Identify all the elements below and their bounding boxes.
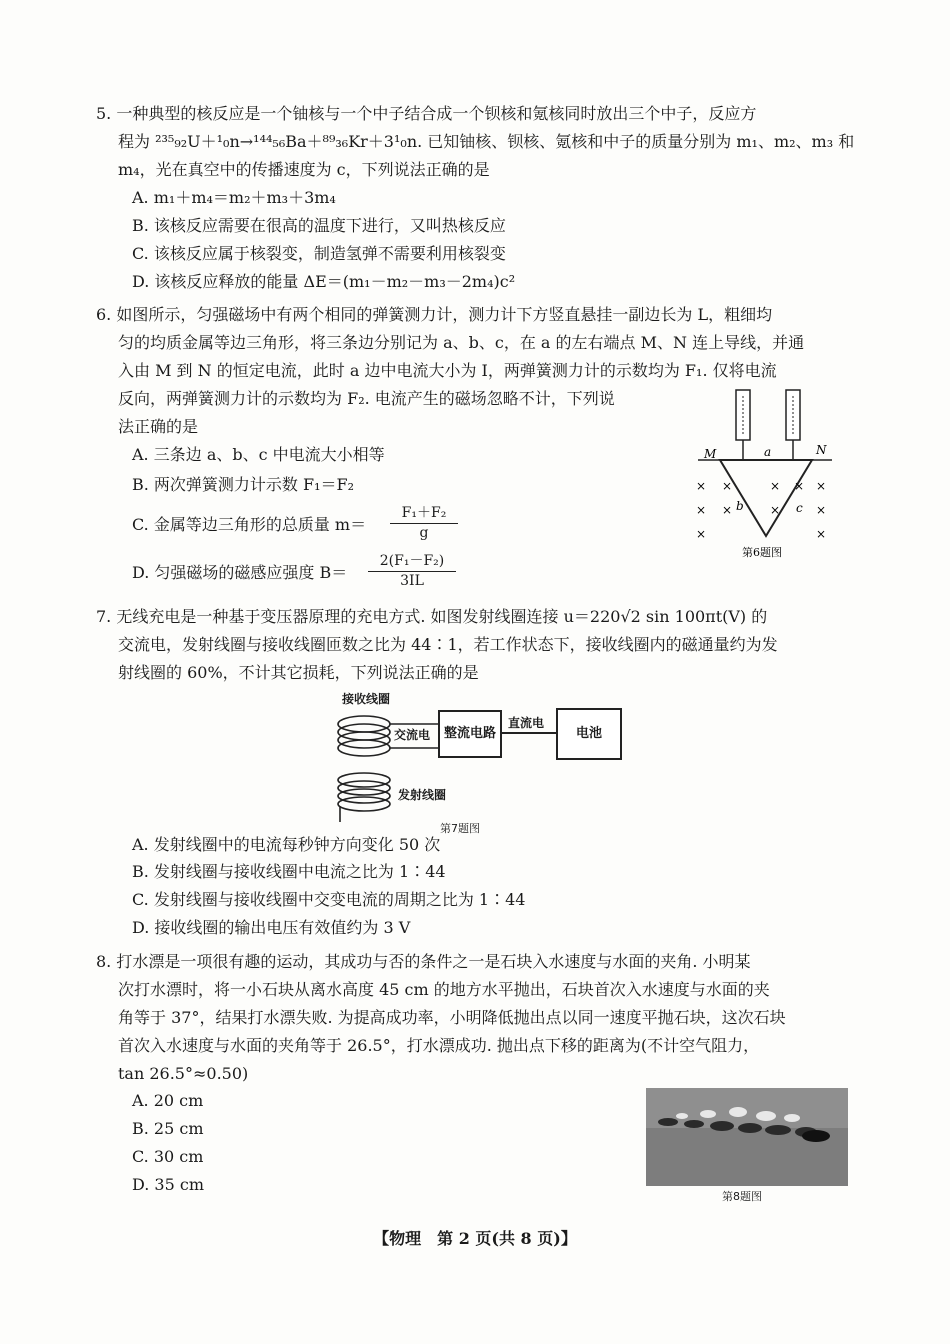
- q7-stem-line1: 7. 无线充电是一种基于变压器原理的充电方式. 如图发射线圈连接 u＝220√2 sin 100πt(V) 的: [96, 607, 768, 626]
- receiver-coil-label: 接收线圈: [342, 692, 391, 706]
- q8-option-a: A. 20 cm: [132, 1091, 204, 1110]
- q7-stem-line2: 交流电，发射线圈与接收线圈匝数之比为 44∶1，若工作状态下，接收线圈内的磁通量约为发: [118, 635, 778, 654]
- q6-option-d-numerator: 2(F₁－F₂): [379, 553, 445, 569]
- q7-option-d: D. 接收线圈的输出电压有效值约为 3 V: [132, 918, 411, 937]
- cross: ×: [722, 479, 733, 493]
- q8-stem-line4: 首次入水速度与水面的夹角等于 26.5°，打水漂成功. 抛出点下移的距离为(不计空气阻力，: [118, 1036, 760, 1055]
- dc-label: 直流电: [508, 716, 545, 730]
- ac-label: 交流电: [394, 728, 431, 742]
- stone: [802, 1130, 830, 1142]
- q6-stem-line2: 匀的均质金属等边三角形，将三条边分别记为 a、b、c，在 a 的左右端点 M、N 连上导线，并通: [118, 333, 805, 352]
- q6-option-c-fraction: [384, 502, 464, 541]
- q8-stem-line3: 角等于 37°，结果打水漂失败. 为提高成功率，小明降低抛出点以同一速度平抛石块，这次石块: [118, 1008, 786, 1027]
- label-m: M: [704, 447, 717, 461]
- cross: ×: [722, 503, 733, 517]
- triangle-frame: [720, 460, 812, 536]
- page-footer: 【物理 第 2 页(共 8 页)】: [373, 1229, 577, 1248]
- label-c: c: [796, 501, 803, 515]
- q6-option-c: C. 金属等边三角形的总质量 m＝: [132, 515, 367, 534]
- q8-stem-line1: 8. 打水漂是一项很有趣的运动，其成功与否的条件之一是石块入水速度与水面的夹角. 小明某: [96, 952, 751, 971]
- cross: ×: [816, 503, 827, 517]
- q8-photo: [646, 1088, 848, 1186]
- cross: ×: [816, 527, 827, 541]
- q6-option-c-denominator: g: [419, 525, 429, 541]
- q6-option-d-denominator: 3IL: [400, 573, 424, 589]
- q5-stem-line3: m₄，光在真空中的传播速度为 c，下列说法正确的是: [118, 160, 490, 179]
- magnetic-field-crosses: [696, 479, 826, 541]
- coils-drawing: [328, 706, 448, 826]
- q7-option-c: C. 发射线圈与接收线圈中交变电流的周期之比为 1∶44: [132, 890, 526, 909]
- q5-option-c: C. 该核反应属于核裂变，制造氢弹不需要利用核裂变: [132, 244, 506, 263]
- q7-option-b: B. 发射线圈与接收线圈中电流之比为 1∶44: [132, 862, 446, 881]
- q5-option-b: B. 该核反应需要在很高的温度下进行，又叫热核反应: [132, 216, 506, 235]
- q8-stem-line2: 次打水漂时，将一小石块从离水高度 45 cm 的地方水平抛出，石块首次入水速度与水面的夹: [118, 980, 770, 999]
- q5-stem-line2: 程为 ²³⁵₉₂U＋¹₀n→¹⁴⁴₅₆Ba＋⁸⁹₃₆Kr＋3¹₀n. 已知铀核、钡核、氪核和中子的质量分别为 m₁、m₂、m₃ 和: [118, 132, 855, 151]
- cross: ×: [816, 479, 827, 493]
- q6-stem-line1: 6. 如图所示，匀强磁场中有两个相同的弹簧测力计，测力计下方竖直悬挂一副边长为 L，粗细均: [96, 305, 773, 324]
- cross: ×: [794, 479, 805, 493]
- q7-stem-line3: 射线圈的 60%，不计其它损耗，下列说法正确的是: [118, 663, 479, 682]
- q5-option-d: D. 该核反应释放的能量 ΔE＝(m₁－m₂－m₃－2m₄)c²: [132, 272, 516, 291]
- q7-figure: [328, 690, 628, 840]
- q8-option-b: B. 25 cm: [132, 1119, 204, 1138]
- battery-box: 电池: [556, 708, 622, 760]
- q6-option-b: B. 两次弹簧测力计示数 F₁＝F₂: [132, 475, 355, 494]
- fraction-bar: [390, 523, 458, 524]
- q6-figure: [690, 388, 840, 563]
- q8-figure-caption: 第8题图: [722, 1190, 762, 1203]
- q6-option-d: D. 匀强磁场的磁感应强度 B＝: [132, 563, 348, 582]
- q6-stem-line5: 法正确的是: [118, 417, 199, 436]
- q6-option-c-numerator: F₁＋F₂: [401, 505, 447, 521]
- transmitter-coil-label: 发射线圈: [398, 788, 447, 802]
- fraction-bar: [368, 571, 456, 572]
- q7-option-a: A. 发射线圈中的电流每秒钟方向变化 50 次: [132, 835, 441, 854]
- q7-figure-caption: 第7题图: [440, 822, 480, 835]
- label-n: N: [816, 443, 827, 457]
- q6-option-d-fraction: [362, 550, 462, 589]
- cross: ×: [696, 527, 707, 541]
- cross: ×: [770, 503, 781, 517]
- q8-stem-line5: tan 26.5°≈0.50): [118, 1064, 249, 1083]
- dc-wire: [500, 732, 556, 734]
- label-b: b: [736, 499, 744, 513]
- q6-stem-line3: 入由 M 到 N 的恒定电流，此时 a 边中电流大小为 I，两弹簧测力计的示数均为 F₁. 仅将电流: [118, 361, 777, 380]
- spring-scale-right: [786, 390, 800, 460]
- label-a: a: [764, 445, 772, 459]
- q5-stem-line1: 5. 一种典型的核反应是一个铀核与一个中子结合成一个钡核和氪核同时放出三个中子，反应方: [96, 104, 757, 123]
- rectifier-box: 整流电路: [438, 710, 502, 758]
- q5-option-a: A. m₁＋m₄＝m₂＋m₃＋3m₄: [132, 188, 336, 207]
- transmitter-coil: [338, 773, 390, 822]
- cross: ×: [696, 503, 707, 517]
- cross: ×: [770, 479, 781, 493]
- q8-option-c: C. 30 cm: [132, 1147, 204, 1166]
- cross: ×: [696, 479, 707, 493]
- q8-option-d: D. 35 cm: [132, 1175, 205, 1194]
- q6-stem-line4: 反向，两弹簧测力计的示数均为 F₂. 电流产生的磁场忽略不计，下列说: [118, 389, 615, 408]
- q6-option-a: A. 三条边 a、b、c 中电流大小相等: [132, 445, 385, 464]
- q6-figure-caption: 第6题图: [742, 546, 782, 559]
- spring-scale-left: [736, 390, 750, 460]
